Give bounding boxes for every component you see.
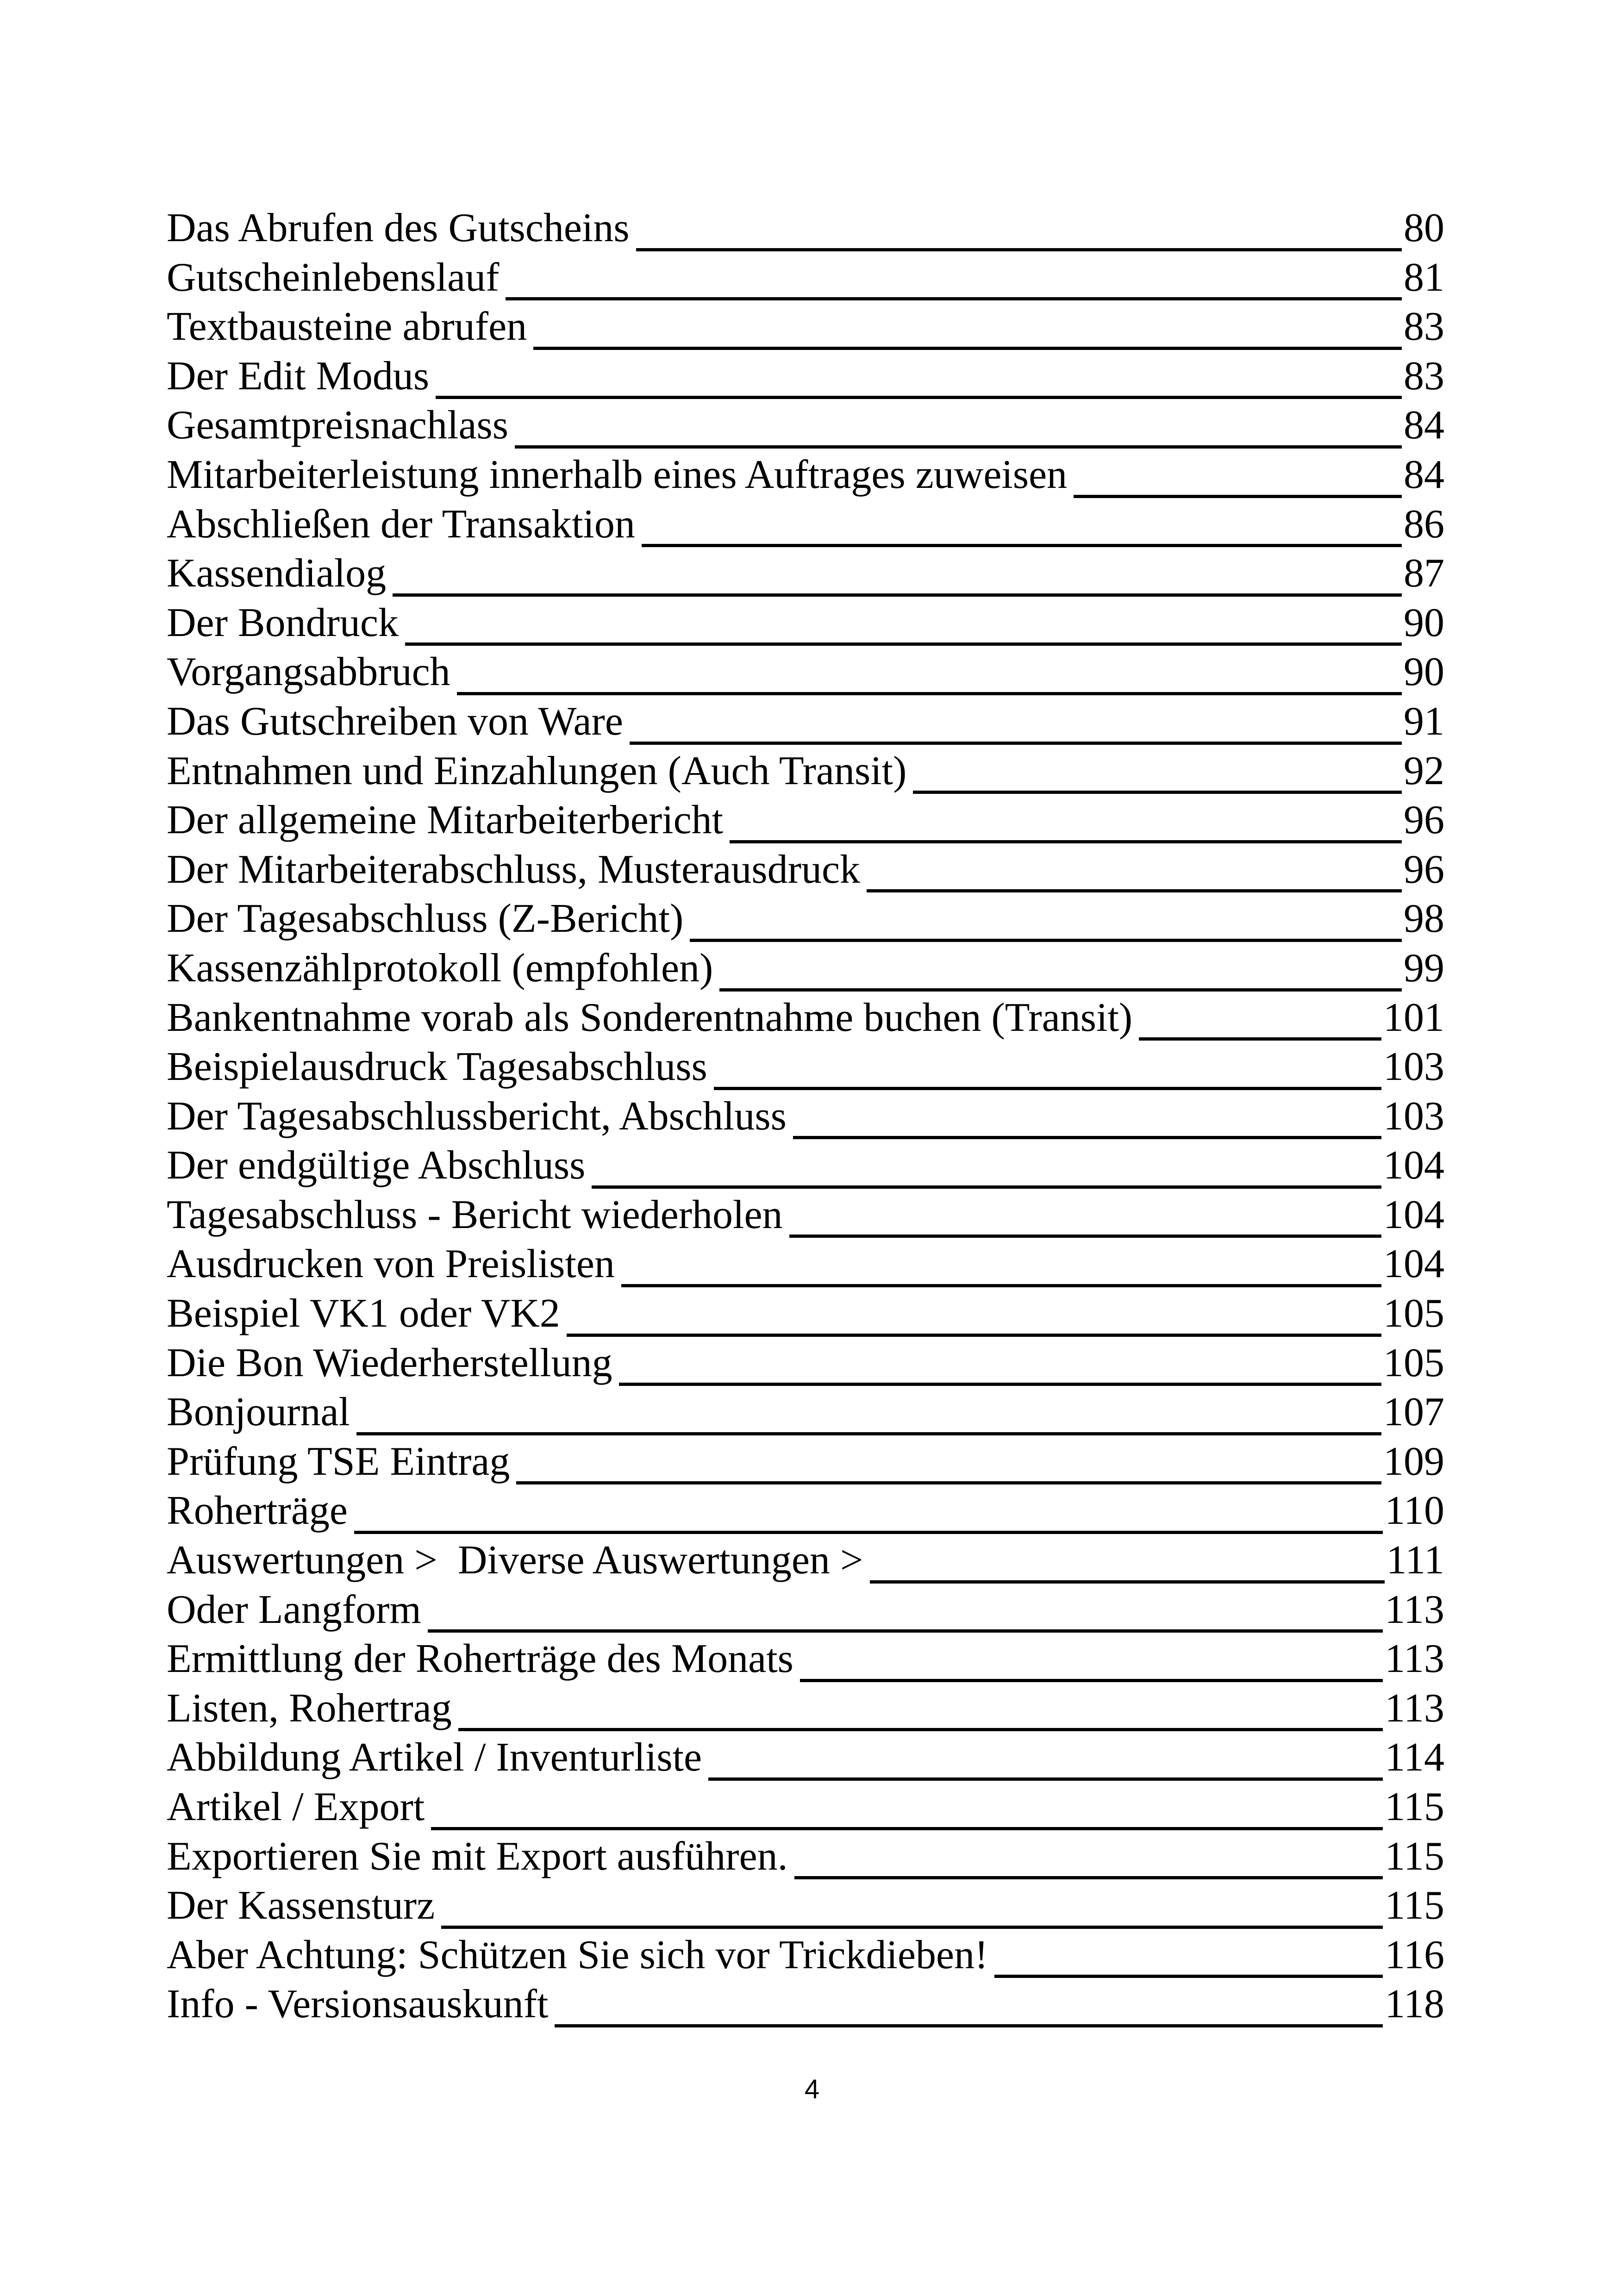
toc-entry-title: Der Kassensturz <box>167 1883 435 1928</box>
toc-entry-page: 96 <box>1404 847 1444 892</box>
toc-leader-line <box>533 347 1402 350</box>
toc-entry[interactable] <box>167 1092 1444 1141</box>
toc-entry[interactable] <box>167 1585 1444 1635</box>
toc-entry[interactable] <box>167 352 1444 401</box>
toc-entry-page: 104 <box>1383 1241 1444 1287</box>
toc-entry-page: 115 <box>1385 1834 1444 1879</box>
toc-entry[interactable] <box>167 1733 1444 1783</box>
toc-entry-title: Das Gutschreiben von Ware <box>167 698 623 744</box>
toc-leader-line <box>515 445 1402 449</box>
toc-entry-page: 90 <box>1404 600 1444 645</box>
toc-entry-page: 110 <box>1385 1488 1444 1534</box>
toc-leader-line <box>870 1580 1385 1584</box>
toc-leader-line <box>555 2024 1383 2027</box>
toc-entry-title: Ausdrucken von Preislisten <box>167 1241 615 1287</box>
toc-entry-page: 84 <box>1404 452 1444 497</box>
toc-entry-title: Die Bon Wiederherstellung <box>167 1340 612 1385</box>
toc-entry-page: 99 <box>1404 945 1444 991</box>
toc-leader-line <box>867 889 1402 892</box>
toc-entry-title: Der Bondruck <box>167 600 399 645</box>
toc-entry-page: 113 <box>1385 1685 1444 1731</box>
toc-entry-page: 101 <box>1383 995 1444 1040</box>
toc-entry[interactable] <box>167 1388 1444 1437</box>
toc-leader-line <box>567 1334 1381 1337</box>
toc-entry-page: 83 <box>1404 353 1444 399</box>
toc-entry-page: 116 <box>1385 1932 1444 1977</box>
toc-leader-line <box>1139 1037 1381 1041</box>
toc-entry[interactable] <box>167 302 1444 352</box>
toc-leader-line <box>636 248 1402 251</box>
toc-leader-line <box>441 1926 1383 1929</box>
toc-entry-title: Aber Achtung: Schützen Sie sich vor Trickdieben! <box>167 1932 988 1977</box>
toc-entry-title: Abbildung Artikel / Inventurliste <box>167 1735 702 1780</box>
toc-entry[interactable] <box>167 1141 1444 1191</box>
toc-leader-line <box>458 1728 1383 1731</box>
toc-entry-title: Prüfung TSE Eintrag <box>167 1439 510 1484</box>
toc-leader-line <box>690 939 1402 942</box>
toc-leader-line <box>592 1185 1381 1189</box>
toc-leader-line <box>436 396 1402 399</box>
toc-entry-title: Abschließen der Transaktion <box>167 501 635 547</box>
toc-leader-line <box>800 1679 1383 1682</box>
toc-entry-page: 115 <box>1385 1883 1444 1928</box>
toc-entry[interactable] <box>167 1931 1444 1980</box>
toc-leader-line <box>793 1136 1381 1139</box>
toc-leader-line <box>714 1087 1381 1090</box>
toc-entry[interactable] <box>167 845 1444 895</box>
toc-entry-title: Info - Versionsauskunft <box>167 1982 549 2027</box>
toc-entry[interactable] <box>167 1437 1444 1487</box>
toc-leader-line <box>789 1235 1381 1238</box>
toc-entry-title: Roherträge <box>167 1488 348 1534</box>
toc-entry-page: 96 <box>1404 798 1444 843</box>
toc-entry-title: Das Abrufen des Gutscheins <box>167 206 630 250</box>
toc-entry-page: 111 <box>1386 1538 1444 1583</box>
toc-leader-line <box>516 1481 1381 1484</box>
toc-leader-line <box>393 593 1402 597</box>
toc-leader-line <box>1074 495 1402 498</box>
toc-entry-title: Kassendialog <box>167 551 387 596</box>
toc-entry-title: Bonjournal <box>167 1390 350 1435</box>
toc-leader-line <box>405 642 1402 646</box>
toc-leader-line <box>506 297 1402 300</box>
toc-entry-page: 104 <box>1383 1192 1444 1237</box>
toc-entry-title: Der allgemeine Mitarbeiterbericht <box>167 798 724 843</box>
toc-entry[interactable] <box>167 599 1444 648</box>
toc-entry-title: Der endgültige Abschluss <box>167 1143 586 1188</box>
toc-entry-page: 103 <box>1383 1093 1444 1139</box>
toc-entry-title: Gutscheinlebenslauf <box>167 255 500 300</box>
toc-entry[interactable] <box>167 1042 1444 1092</box>
toc-entry-page: 103 <box>1383 1044 1444 1090</box>
toc-entry-page: 83 <box>1404 304 1444 349</box>
toc-entry-title: Kassenzählprotokoll (empfohlen) <box>167 945 713 991</box>
toc-leader-line <box>431 1827 1383 1830</box>
toc-entry-title: Mitarbeiterleistung innerhalb eines Auftrages zuweisen <box>167 452 1068 497</box>
toc-entry-page: 115 <box>1385 1784 1444 1829</box>
toc-entry-page: 107 <box>1383 1390 1444 1435</box>
toc-entry-title: Der Tagesabschlussbericht, Abschluss <box>167 1093 787 1139</box>
toc-entry-page: 81 <box>1404 255 1444 300</box>
toc-entry[interactable] <box>167 944 1444 993</box>
toc-entry-title: Exportieren Sie mit Export ausführen. <box>167 1834 788 1879</box>
toc-entry-page: 87 <box>1404 551 1444 596</box>
toc-entry[interactable] <box>167 1536 1444 1585</box>
toc-entry-page: 80 <box>1404 206 1444 250</box>
toc-entry-page: 84 <box>1404 403 1444 448</box>
toc-entry-page: 113 <box>1385 1636 1444 1682</box>
toc-entry[interactable] <box>167 1881 1444 1931</box>
toc-leader-line <box>730 840 1402 843</box>
toc-entry-page: 86 <box>1404 501 1444 547</box>
toc-entry[interactable] <box>167 1684 1444 1734</box>
page-number: 4 <box>804 2074 820 2104</box>
toc-entry[interactable] <box>167 1486 1444 1536</box>
toc-leader-line <box>630 742 1402 745</box>
toc-leader-line <box>619 1383 1381 1386</box>
toc-entry-page: 91 <box>1404 698 1444 744</box>
toc-entry[interactable] <box>167 204 1444 253</box>
toc-entry-page: 92 <box>1404 748 1444 793</box>
toc-entry[interactable] <box>167 894 1444 944</box>
toc-entry[interactable] <box>167 549 1444 599</box>
toc-leader-line <box>913 791 1402 794</box>
toc-entry-page: 105 <box>1383 1340 1444 1385</box>
toc-entry[interactable] <box>167 253 1444 303</box>
toc-entry-title: Entnahmen und Einzahlungen (Auch Transit) <box>167 748 907 793</box>
toc-leader-line <box>354 1531 1383 1534</box>
toc-entry-title: Textbausteine abrufen <box>167 304 527 349</box>
toc-entry-title: Auswertungen > Diverse Auswertungen > <box>167 1538 863 1583</box>
toc-leader-line <box>356 1432 1381 1435</box>
toc-entry-page: 98 <box>1404 896 1444 942</box>
toc-entry-page: 109 <box>1383 1439 1444 1484</box>
toc-entry-title: Der Tagesabschluss (Z-Bericht) <box>167 896 684 942</box>
toc-entry[interactable] <box>167 1832 1444 1882</box>
toc-entry-title: Vorgangsabbruch <box>167 649 450 695</box>
toc-leader-line <box>994 1975 1383 1978</box>
toc-entry[interactable] <box>167 401 1444 450</box>
toc-entry-title: Der Mitarbeiterabschluss, Musterausdruck <box>167 847 861 892</box>
toc-entry[interactable] <box>167 747 1444 796</box>
toc-entry[interactable] <box>167 796 1444 845</box>
toc-entry-page: 113 <box>1385 1587 1444 1632</box>
toc-entry[interactable] <box>167 1289 1444 1339</box>
toc-entry-title: Oder Langform <box>167 1587 421 1632</box>
toc-leader-line <box>457 692 1402 695</box>
toc-leader-line <box>642 544 1402 547</box>
toc-leader-line <box>708 1777 1383 1781</box>
toc-leader-line <box>794 1876 1383 1879</box>
toc-entry-title: Artikel / Export <box>167 1784 425 1829</box>
toc-leader-line <box>428 1629 1383 1633</box>
toc-leader-line <box>621 1284 1381 1287</box>
toc-entry-title: Beispielausdruck Tagesabschluss <box>167 1044 707 1090</box>
toc-entry-title: Ermittlung der Roherträge des Monats <box>167 1636 793 1682</box>
toc-entry[interactable] <box>167 1783 1444 1832</box>
toc-entry-title: Der Edit Modus <box>167 353 430 399</box>
toc-entry-title: Gesamtpreisnachlass <box>167 403 508 448</box>
toc-entry-page: 118 <box>1385 1982 1444 2027</box>
toc-entry[interactable] <box>167 1240 1444 1289</box>
toc-entry-page: 114 <box>1385 1735 1444 1780</box>
toc-entry-page: 90 <box>1404 649 1444 695</box>
toc-entry-title: Bankentnahme vorab als Sonderentnahme buchen (Transit) <box>167 995 1133 1040</box>
toc-entry[interactable] <box>167 1634 1444 1684</box>
toc-entry[interactable] <box>167 450 1444 500</box>
toc-entry[interactable] <box>167 993 1444 1043</box>
toc-entry[interactable] <box>167 648 1444 697</box>
toc-entry[interactable] <box>167 1980 1444 2029</box>
toc-leader-line <box>719 988 1402 992</box>
table-of-contents <box>167 204 1444 2029</box>
toc-entry[interactable] <box>167 697 1444 747</box>
toc-entry-title: Tagesabschluss - Bericht wiederholen <box>167 1192 783 1237</box>
toc-entry-title: Beispiel VK1 oder VK2 <box>167 1291 560 1336</box>
toc-entry[interactable] <box>167 1191 1444 1240</box>
toc-entry-page: 104 <box>1383 1143 1444 1188</box>
toc-entry[interactable] <box>167 1339 1444 1388</box>
toc-entry-page: 105 <box>1383 1291 1444 1336</box>
toc-entry-title: Listen, Rohertrag <box>167 1685 452 1731</box>
toc-entry[interactable] <box>167 500 1444 549</box>
